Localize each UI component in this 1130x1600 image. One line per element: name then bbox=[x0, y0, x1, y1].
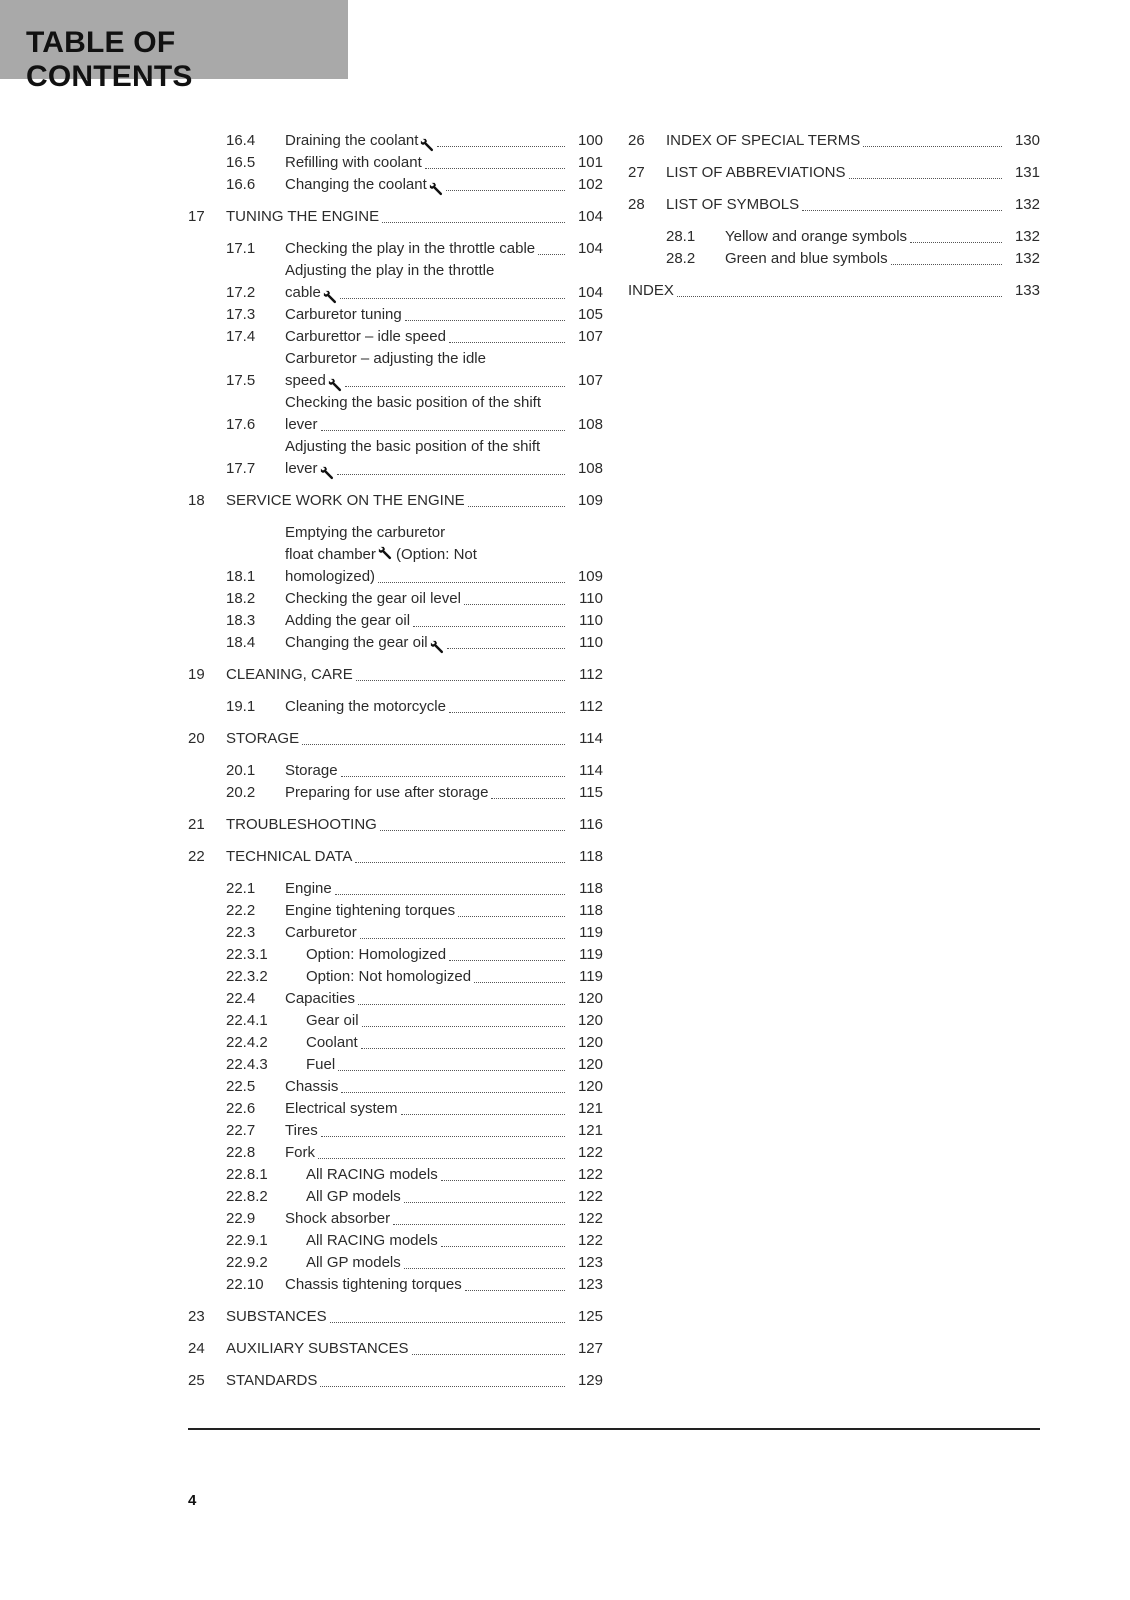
toc-entry-title: Tires bbox=[285, 1122, 318, 1139]
toc-entry-page: 108 bbox=[577, 460, 603, 477]
toc-entry-title: Refilling with coolant bbox=[285, 154, 422, 171]
toc-entry-number: 22.3 bbox=[226, 924, 256, 941]
toc-entry-title: lever bbox=[285, 416, 318, 433]
toc-entry[interactable] bbox=[188, 632, 603, 654]
toc-entry-title: INDEX OF SPECIAL TERMS bbox=[666, 132, 861, 149]
toc-entry-title: SUBSTANCES bbox=[226, 1308, 327, 1325]
toc-entry-number: 18.4 bbox=[226, 634, 256, 651]
dot-leader bbox=[446, 190, 565, 191]
wrench-icon bbox=[328, 378, 342, 392]
toc-entry[interactable] bbox=[188, 130, 603, 152]
toc-entry-title: lever bbox=[285, 460, 318, 477]
dot-leader bbox=[341, 1092, 565, 1093]
toc-entry-number: 17.4 bbox=[226, 328, 256, 345]
dot-leader bbox=[449, 712, 565, 713]
toc-entry-title: Green and blue symbols bbox=[725, 250, 888, 267]
dot-leader bbox=[802, 210, 1002, 211]
dot-leader bbox=[413, 626, 565, 627]
toc-entry-page: 132 bbox=[1014, 228, 1040, 245]
toc-entry[interactable] bbox=[628, 226, 1040, 248]
toc-entry-number: 19.1 bbox=[226, 698, 256, 715]
dot-leader bbox=[335, 894, 565, 895]
toc-entry-number: 28 bbox=[628, 196, 645, 213]
toc-entry-number: 22.2 bbox=[226, 902, 256, 919]
toc-entry-page: 123 bbox=[577, 1276, 603, 1293]
dot-leader bbox=[863, 146, 1002, 147]
dot-leader bbox=[441, 1180, 565, 1181]
toc-entry-number: 22 bbox=[188, 848, 205, 865]
toc-entry[interactable] bbox=[188, 1142, 603, 1164]
dot-leader bbox=[338, 1070, 565, 1071]
toc-entry[interactable] bbox=[628, 194, 1040, 216]
toc-entry-page: 104 bbox=[577, 284, 603, 301]
toc-entry[interactable] bbox=[188, 1164, 603, 1186]
toc-entry-page: 107 bbox=[577, 372, 603, 389]
toc-entry-title: Capacities bbox=[285, 990, 356, 1007]
toc-entry-number: 23 bbox=[188, 1308, 205, 1325]
dot-leader bbox=[412, 1354, 565, 1355]
dot-leader bbox=[538, 254, 565, 255]
toc-entry[interactable] bbox=[188, 490, 603, 512]
toc-entry[interactable] bbox=[188, 1010, 603, 1032]
dot-leader bbox=[891, 264, 1002, 265]
toc-entry-page: 121 bbox=[577, 1122, 603, 1139]
wrench-icon bbox=[323, 290, 337, 304]
toc-entry-page: 127 bbox=[577, 1340, 603, 1357]
toc-entry[interactable] bbox=[188, 610, 603, 632]
toc-entry-number: 22.10 bbox=[226, 1276, 264, 1293]
toc-entry[interactable] bbox=[188, 1098, 603, 1120]
toc-entry-title: Electrical system bbox=[285, 1100, 398, 1117]
dot-leader bbox=[474, 982, 565, 983]
toc-entry-title: Draining the coolant bbox=[285, 132, 419, 149]
toc-entry-page: 123 bbox=[577, 1254, 603, 1271]
toc-entry-title: float chamber bbox=[285, 546, 376, 563]
dot-leader bbox=[321, 430, 565, 431]
dot-leader bbox=[340, 298, 565, 299]
dot-leader bbox=[361, 1048, 565, 1049]
toc-entry[interactable] bbox=[628, 162, 1040, 184]
toc-entry-number: 17 bbox=[188, 208, 205, 225]
dot-leader bbox=[464, 604, 565, 605]
wrench-icon bbox=[320, 466, 334, 480]
toc-entry-number: 16.5 bbox=[226, 154, 256, 171]
toc-entry-title: Fork bbox=[285, 1144, 315, 1161]
toc-entry-page: 104 bbox=[577, 240, 603, 257]
dot-leader bbox=[449, 342, 565, 343]
toc-entry-number: 28.1 bbox=[666, 228, 696, 245]
toc-entry-title: Fuel bbox=[306, 1056, 336, 1073]
toc-entry-number: 22.7 bbox=[226, 1122, 256, 1139]
dot-leader bbox=[378, 582, 565, 583]
toc-entry[interactable] bbox=[628, 248, 1040, 270]
toc-entry-number: 24 bbox=[188, 1340, 205, 1357]
toc-entry-page: 114 bbox=[579, 730, 603, 747]
toc-entry-page: 121 bbox=[577, 1100, 603, 1117]
toc-entry-number: 27 bbox=[628, 164, 645, 181]
dot-leader bbox=[401, 1114, 565, 1115]
toc-entry-title: Carburetor tuning bbox=[285, 306, 402, 323]
toc-entry-title: Engine tightening torques bbox=[285, 902, 456, 919]
toc-entry-title: All RACING models bbox=[306, 1166, 438, 1183]
page-number: 4 bbox=[188, 1492, 197, 1509]
toc-entry-number: 22.8.1 bbox=[226, 1166, 268, 1183]
toc-entry-title: AUXILIARY SUBSTANCES bbox=[226, 1340, 409, 1357]
toc-entry-title: Checking the play in the throttle cable bbox=[285, 240, 536, 257]
toc-entry-number: 22.5 bbox=[226, 1078, 256, 1095]
toc-entry-title: Adding the gear oil bbox=[285, 612, 411, 629]
toc-entry-title: Cleaning the motorcycle bbox=[285, 698, 446, 715]
toc-entry-title: Checking the gear oil level bbox=[285, 590, 461, 607]
toc-entry-title: Carburetor – adjusting the idle bbox=[285, 350, 486, 367]
toc-entry-page: 116 bbox=[579, 816, 603, 833]
toc-entry-number: 17.6 bbox=[226, 416, 256, 433]
dot-leader bbox=[382, 222, 565, 223]
toc-entry-title: Yellow and orange symbols bbox=[725, 228, 908, 245]
toc-entry-page: 122 bbox=[577, 1210, 603, 1227]
toc-entry-title: All GP models bbox=[306, 1254, 401, 1271]
dot-leader bbox=[330, 1322, 565, 1323]
toc-entry-page: 132 bbox=[1014, 196, 1040, 213]
toc-entry[interactable] bbox=[188, 900, 603, 922]
toc-entry-number: 22.4.2 bbox=[226, 1034, 268, 1051]
dot-leader bbox=[345, 386, 565, 387]
dot-leader bbox=[321, 1136, 565, 1137]
toc-entry[interactable] bbox=[188, 664, 603, 686]
toc-entry-title: Chassis bbox=[285, 1078, 339, 1095]
toc-entry-page: 119 bbox=[579, 968, 603, 985]
toc-entry-number: 22.9.2 bbox=[226, 1254, 268, 1271]
toc-entry[interactable] bbox=[188, 436, 603, 480]
toc-entry-title: Carburetor bbox=[285, 924, 357, 941]
dot-leader bbox=[677, 296, 1002, 297]
toc-entry-page: 104 bbox=[577, 208, 603, 225]
toc-entry-number: 22.9 bbox=[226, 1210, 256, 1227]
dot-leader bbox=[465, 1290, 565, 1291]
toc-entry-number: 17.5 bbox=[226, 372, 256, 389]
toc-entry-page: 107 bbox=[577, 328, 603, 345]
toc-entry[interactable] bbox=[188, 392, 603, 436]
toc-entry[interactable] bbox=[188, 1186, 603, 1208]
toc-entry[interactable] bbox=[188, 696, 603, 718]
dot-leader bbox=[437, 146, 565, 147]
toc-entry-number: 18.2 bbox=[226, 590, 256, 607]
toc-entry[interactable] bbox=[188, 728, 603, 750]
toc-entry[interactable] bbox=[188, 260, 603, 304]
toc-entry[interactable] bbox=[188, 814, 603, 836]
toc-entry-number: 26 bbox=[628, 132, 645, 149]
toc-entry-title: Coolant bbox=[306, 1034, 358, 1051]
toc-entry[interactable] bbox=[188, 944, 603, 966]
toc-entry-page: 119 bbox=[579, 924, 603, 941]
dot-leader bbox=[404, 1268, 565, 1269]
toc-entry-title: speed bbox=[285, 372, 326, 389]
dot-leader bbox=[380, 830, 565, 831]
toc-entry-page: 112 bbox=[579, 698, 603, 715]
wrench-icon bbox=[430, 640, 444, 654]
page-title: TABLE OF CONTENTS bbox=[26, 26, 193, 93]
toc-entry-title: INDEX bbox=[628, 282, 674, 299]
toc-entry-page: 122 bbox=[577, 1166, 603, 1183]
toc-entry-number: 17.3 bbox=[226, 306, 256, 323]
wrench-icon bbox=[378, 546, 392, 560]
toc-entry[interactable] bbox=[188, 966, 603, 988]
toc-entry-page: 130 bbox=[1014, 132, 1040, 149]
dot-leader bbox=[360, 938, 565, 939]
toc-entry-page: 119 bbox=[579, 946, 603, 963]
toc-entry[interactable] bbox=[188, 1230, 603, 1252]
toc-entry-title: TROUBLESHOOTING bbox=[226, 816, 377, 833]
toc-right-column bbox=[628, 130, 1040, 302]
toc-entry-number: 17.2 bbox=[226, 284, 256, 301]
toc-entry-title: Checking the basic position of the shift bbox=[285, 394, 541, 411]
toc-entry-page: 110 bbox=[579, 634, 603, 651]
toc-entry-page: 112 bbox=[579, 666, 603, 683]
toc-entry-number: 20.2 bbox=[226, 784, 256, 801]
toc-entry-title: LIST OF ABBREVIATIONS bbox=[666, 164, 846, 181]
toc-entry[interactable] bbox=[188, 1120, 603, 1142]
toc-entry-title: Option: Not homologized bbox=[306, 968, 472, 985]
toc-entry-page: 109 bbox=[577, 492, 603, 509]
toc-entry[interactable] bbox=[188, 152, 603, 174]
toc-entry-title: Chassis tightening torques bbox=[285, 1276, 462, 1293]
toc-entry-page: 122 bbox=[577, 1144, 603, 1161]
toc-entry-number: 22.8 bbox=[226, 1144, 256, 1161]
toc-entry-title: STORAGE bbox=[226, 730, 300, 747]
toc-entry-page: 122 bbox=[577, 1188, 603, 1205]
toc-entry-title: Engine bbox=[285, 880, 332, 897]
dot-leader bbox=[318, 1158, 565, 1159]
dot-leader bbox=[355, 862, 565, 863]
dot-leader bbox=[458, 916, 565, 917]
toc-entry-page: 133 bbox=[1014, 282, 1040, 299]
toc-entry-title: LIST OF SYMBOLS bbox=[666, 196, 800, 213]
toc-entry-page: 108 bbox=[577, 416, 603, 433]
dot-leader bbox=[468, 506, 565, 507]
toc-entry[interactable] bbox=[188, 522, 603, 588]
toc-entry-title: Adjusting the basic position of the shift bbox=[285, 438, 541, 455]
toc-entry-title: CLEANING, CARE bbox=[226, 666, 353, 683]
toc-entry-page: 118 bbox=[579, 880, 603, 897]
toc-entry-title: cable bbox=[285, 284, 321, 301]
toc-entry-title: TECHNICAL DATA bbox=[226, 848, 353, 865]
toc-entry[interactable] bbox=[188, 782, 603, 804]
toc-entry[interactable] bbox=[188, 1076, 603, 1098]
toc-entry-title: Gear oil bbox=[306, 1012, 359, 1029]
toc-entry-page: 122 bbox=[577, 1232, 603, 1249]
toc-entry[interactable] bbox=[188, 238, 603, 260]
toc-entry-page: 129 bbox=[577, 1372, 603, 1389]
toc-entry[interactable] bbox=[188, 1274, 603, 1296]
dot-leader bbox=[491, 798, 565, 799]
toc-entry-number: 22.3.2 bbox=[226, 968, 268, 985]
toc-entry-title: Shock absorber bbox=[285, 1210, 391, 1227]
toc-entry-number: 22.8.2 bbox=[226, 1188, 268, 1205]
toc-entry-title: Storage bbox=[285, 762, 338, 779]
toc-entry[interactable] bbox=[188, 878, 603, 900]
toc-entry-page: 114 bbox=[579, 762, 603, 779]
toc-entry[interactable] bbox=[188, 588, 603, 610]
dot-leader bbox=[404, 1202, 565, 1203]
toc-entry[interactable] bbox=[188, 304, 603, 326]
dot-leader bbox=[362, 1026, 565, 1027]
toc-entry-number: 21 bbox=[188, 816, 205, 833]
toc-entry-page: 132 bbox=[1014, 250, 1040, 267]
toc-entry-number: 17.1 bbox=[226, 240, 256, 257]
toc-entry-title: homologized) bbox=[285, 568, 376, 585]
toc-entry-page: 120 bbox=[577, 1034, 603, 1051]
toc-entry-number: 22.4.1 bbox=[226, 1012, 268, 1029]
toc-entry[interactable] bbox=[188, 1208, 603, 1230]
toc-entry-page: 120 bbox=[577, 990, 603, 1007]
toc-entry-number: 28.2 bbox=[666, 250, 696, 267]
toc-entry-page: 110 bbox=[579, 612, 603, 629]
toc-entry-page: 105 bbox=[577, 306, 603, 323]
toc-entry-title: SERVICE WORK ON THE ENGINE bbox=[226, 492, 465, 509]
footer-rule bbox=[188, 1428, 1040, 1430]
toc-entry[interactable] bbox=[188, 922, 603, 944]
dot-leader bbox=[910, 242, 1002, 243]
toc-entry-number: 16.4 bbox=[226, 132, 256, 149]
toc-entry[interactable] bbox=[188, 1032, 603, 1054]
toc-entry[interactable] bbox=[188, 1338, 603, 1360]
toc-entry[interactable] bbox=[188, 1054, 603, 1076]
wrench-icon bbox=[420, 138, 434, 152]
toc-entry-page: 120 bbox=[577, 1012, 603, 1029]
toc-entry[interactable] bbox=[188, 760, 603, 782]
toc-entry[interactable] bbox=[188, 326, 603, 348]
dot-leader bbox=[447, 648, 565, 649]
toc-entry-page: 110 bbox=[579, 590, 603, 607]
dot-leader bbox=[302, 744, 565, 745]
toc-entry-page: 118 bbox=[579, 902, 603, 919]
toc-entry[interactable] bbox=[188, 206, 603, 228]
toc-entry-title: All RACING models bbox=[306, 1232, 438, 1249]
toc-entry-number: 17.7 bbox=[226, 460, 256, 477]
toc-entry-title: Emptying the carburetor bbox=[285, 524, 446, 541]
header-bar bbox=[0, 0, 348, 93]
toc-entry-title: STANDARDS bbox=[226, 1372, 318, 1389]
dot-leader bbox=[849, 178, 1003, 179]
toc-entry-title: Changing the coolant bbox=[285, 176, 427, 193]
toc-entry[interactable] bbox=[628, 280, 1040, 302]
dot-leader bbox=[405, 320, 565, 321]
toc-entry-number: 22.6 bbox=[226, 1100, 256, 1117]
dot-leader bbox=[393, 1224, 565, 1225]
dot-leader bbox=[320, 1386, 565, 1387]
toc-entry-number: 20.1 bbox=[226, 762, 256, 779]
dot-leader bbox=[449, 960, 565, 961]
toc-entry-number: 20 bbox=[188, 730, 205, 747]
toc-entry[interactable] bbox=[628, 130, 1040, 152]
toc-entry-title: Option: Homologized bbox=[306, 946, 447, 963]
toc-entry-number: 18 bbox=[188, 492, 205, 509]
dot-leader bbox=[341, 776, 565, 777]
toc-entry-number: 22.3.1 bbox=[226, 946, 268, 963]
toc-entry-page: 109 bbox=[577, 568, 603, 585]
toc-entry-title: All GP models bbox=[306, 1188, 401, 1205]
toc-entry-number: 25 bbox=[188, 1372, 205, 1389]
toc-entry[interactable] bbox=[188, 988, 603, 1010]
toc-entry-number: 22.1 bbox=[226, 880, 256, 897]
toc-entry[interactable] bbox=[188, 174, 603, 196]
toc-entry-page: 120 bbox=[577, 1078, 603, 1095]
dot-leader bbox=[358, 1004, 565, 1005]
dot-leader bbox=[425, 168, 565, 169]
toc-entry-title: Adjusting the play in the throttle bbox=[285, 262, 495, 279]
toc-entry-title: Carburettor – idle speed bbox=[285, 328, 446, 345]
toc-entry-number: 16.6 bbox=[226, 176, 256, 193]
dot-leader bbox=[441, 1246, 565, 1247]
toc-entry-title: Changing the gear oil bbox=[285, 634, 428, 651]
toc-entry-title-suffix: (Option: Not bbox=[391, 546, 477, 563]
toc-entry-page: 100 bbox=[577, 132, 603, 149]
toc-entry-page: 118 bbox=[579, 848, 603, 865]
toc-entry-page: 120 bbox=[577, 1056, 603, 1073]
toc-left-column bbox=[188, 130, 603, 1392]
toc-entry-page: 102 bbox=[577, 176, 603, 193]
toc-entry-title: TUNING THE ENGINE bbox=[226, 208, 380, 225]
toc-entry[interactable] bbox=[188, 846, 603, 868]
toc-entry[interactable] bbox=[188, 1370, 603, 1392]
toc-entry-number: 22.4 bbox=[226, 990, 256, 1007]
dot-leader bbox=[356, 680, 565, 681]
wrench-icon bbox=[429, 182, 443, 196]
toc-entry-page: 101 bbox=[577, 154, 603, 171]
toc-entry-page: 125 bbox=[577, 1308, 603, 1325]
toc-entry[interactable] bbox=[188, 1306, 603, 1328]
toc-entry[interactable] bbox=[188, 1252, 603, 1274]
toc-entry-number: 19 bbox=[188, 666, 205, 683]
toc-entry[interactable] bbox=[188, 348, 603, 392]
toc-entry-number: 22.9.1 bbox=[226, 1232, 268, 1249]
toc-entry-number: 18.1 bbox=[226, 568, 256, 585]
toc-entry-number: 18.3 bbox=[226, 612, 256, 629]
dot-leader bbox=[337, 474, 565, 475]
toc-entry-page: 115 bbox=[579, 784, 603, 801]
toc-entry-number: 22.4.3 bbox=[226, 1056, 268, 1073]
toc-entry-title: Preparing for use after storage bbox=[285, 784, 489, 801]
toc-entry-page: 131 bbox=[1014, 164, 1040, 181]
